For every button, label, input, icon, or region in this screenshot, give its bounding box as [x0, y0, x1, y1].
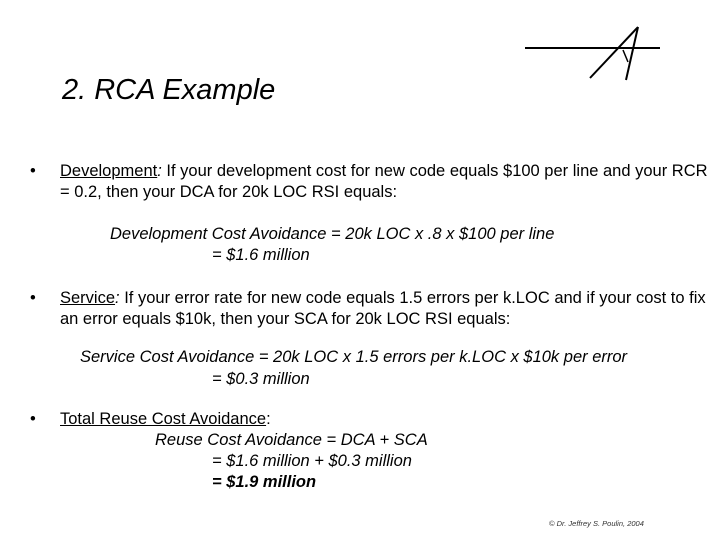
bullet-text	[60, 288, 720, 330]
bullet-text	[60, 409, 720, 430]
dca-formula-line1: Development Cost Avoidance = 20k LOC x .8 x $100 per line	[110, 225, 555, 243]
bullet-body: If your error rate for new code equals 1.5 errors per k.LOC and if your cost to fix an error equals $10k, then your SCA for 20k LOC RSI equals:	[60, 289, 706, 328]
rca-formula-line2: = $1.6 million + $0.3 million	[212, 452, 412, 470]
bullet-label: Total Reuse Cost Avoidance	[60, 410, 267, 428]
rca-formula-line1: Reuse Cost Avoidance = DCA + SCA	[155, 431, 428, 449]
bullet-text	[60, 161, 720, 203]
sca-formula-line2: = $0.3 million	[212, 370, 310, 388]
lockheed-star-logo-icon	[520, 22, 665, 84]
page-title: 2. RCA Example	[62, 74, 276, 106]
bullet-marker: •	[30, 410, 36, 428]
rca-total-value: 1.9 million	[235, 473, 317, 491]
rca-total-prefix: = $	[212, 473, 236, 491]
bullet-colon: :	[157, 162, 162, 180]
bullet-label: Service	[60, 289, 116, 307]
copyright-notice: © Dr. Jeffrey S. Poulin, 2004	[549, 519, 644, 528]
bullet-body: If your development cost for new code equals $100 per line and your RCR = 0.2, then your DCA for 20k LOC RSI equals:	[60, 162, 708, 201]
bullet-marker: •	[30, 289, 36, 307]
dca-formula-line2: = $1.6 million	[212, 246, 310, 264]
bullet-colon: :	[115, 289, 120, 307]
bullet-label: Development	[60, 162, 158, 180]
sca-formula-line1: Service Cost Avoidance = 20k LOC x 1.5 errors per k.LOC x $10k per error	[80, 348, 628, 366]
bullet-marker: •	[30, 162, 36, 180]
rca-formula-line3	[212, 472, 316, 493]
bullet-colon: :	[266, 410, 271, 428]
